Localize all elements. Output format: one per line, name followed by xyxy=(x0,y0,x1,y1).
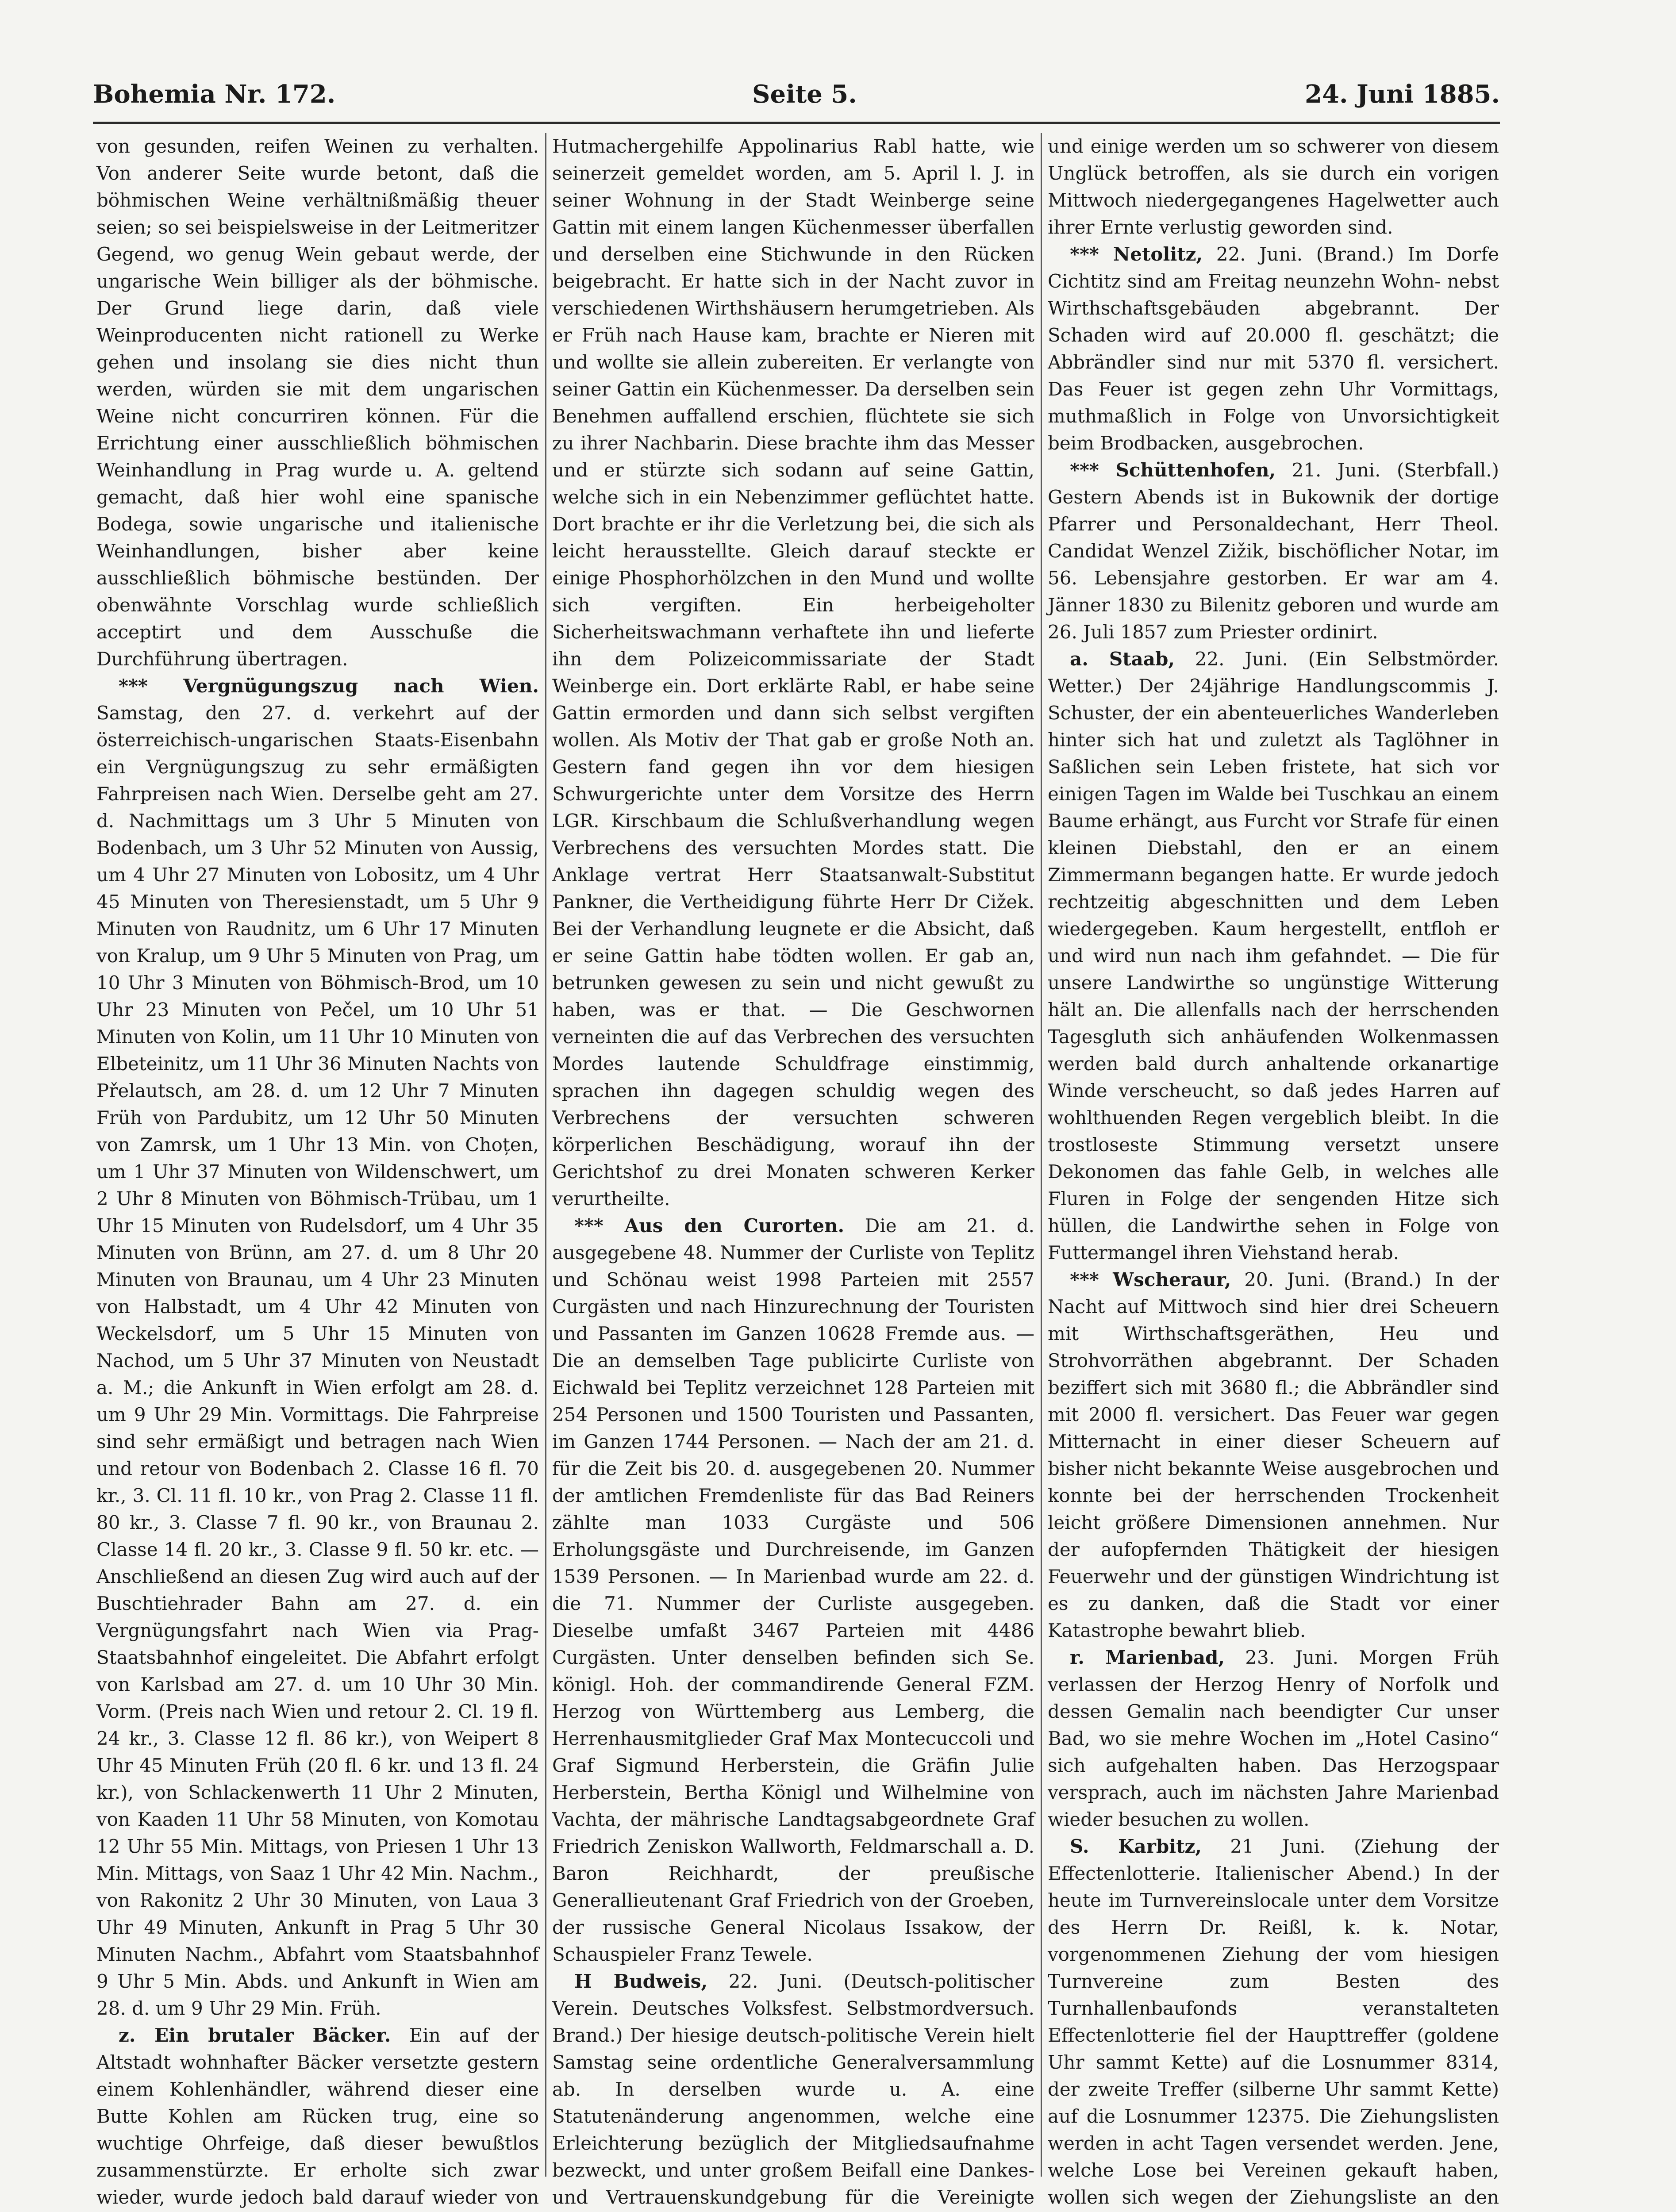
article-text: 22. Juni. (Deutsch-politischer Verein. Deutsches Volksfest. Selbstmordversuch. Brand.) Der hiesige deutsch-politische Verein hielt Samstag seine ordentliche Generalversammlung ab. In derselben wurde u. A. eine Statutenänderung angenommen, welche eine Erleichterung bezüglich der Mitgliedsaufnahme bezweckt, und unter großem Beifall eine Dankes- und Vertrauenskundgebung für die Vereinigte xyxy=(552,1970,1035,2208)
article-text: 20. Juni. (Brand.) In der Nacht auf Mittwoch sind hier drei Scheuern mit Wirthschaftsgeräthen, Heu und Strohvorräthen abgebrannt. Der Schaden beziffert sich mit 3680 fl.; die Abbrändler sind mit 2000 fl. versichert. Das Feuer war gegen Mitternacht in einer dieser Scheuern auf bisher nicht bekannte Weise ausgebrochen und konnte bei der herrschenden Trockenheit leicht größere Dimensionen annehmen. Nur der aufopfernden Thätigkeit der hiesigen Feuerwehr und der günstigen Windrichtung ist es zu danken, daß die Stadt vor einer Katastrophe bewahrt blieb. xyxy=(1048,1269,1499,1641)
article-text: 21 Juni. (Ziehung der Effectenlotterie. Italienischer Abend.) In der heute im Turnvereinslocale unter dem Vorsitze des Herrn Dr. Reißl, k. k. Notar, vorgenommenen Ziehung der vom hiesigen Turnvereine zum Besten des Turnhallenbaufonds veranstalteten Effectenlotterie fiel der Haupttreffer (goldene Uhr sammt Kette) auf die Losnummer 8314, der zweite Treffer (silberne Uhr sammt Kette) auf die Losnummer 12375. Die Ziehungslisten werden in acht Tagen versendet werden. Jene, welche Lose bei Vereinen gekauft haben, wollen sich wegen der Ziehungsliste an den xyxy=(1048,1836,1499,2208)
column-divider-2 xyxy=(1041,133,1042,2177)
article-headline: z. Ein brutaler Bäcker. xyxy=(119,2024,391,2046)
article-text: von gesunden, reifen Weinen zu verhalten. Von anderer Seite wurde betont, daß die böhmischen Weine verhältnißmäßig theuer seien; so sei beispielsweise in der Leitmeritzer Gegend, wo genug Wein gebaut werde, der ungarische Wein billiger als der böhmische. Der Grund liege darin, daß viele Weinproducenten nicht rationell zu Werke gehen und insolang sie dies nicht thun werden, würden sie mit dem ungarischen Weine nicht concurriren können. Für die Errichtung einer ausschließlich böhmischen Weinhandlung in Prag wurde u. A. geltend gemacht, daß hier wohl eine spanische Bodega, sowie ungarische und italienische Weinhandlungen, bisher aber keine ausschließlich böhmische bestünden. Der obenwähnte Vorschlag wurde schließlich acceptirt und dem Ausschuße die Durchführung übertragen. xyxy=(96,135,539,670)
article-text: 23. Juni. Morgen Früh verlassen der Herzog Henry of Norfolk und dessen Gemalin nach beendigter Cur unser Bad, wo sie mehre Wochen im „Hotel Casino“ sich aufgehalten haben. Das Herzogspaar versprach, auch im nächsten Jahre Marienbad wieder besuchen zu wollen. xyxy=(1048,1647,1499,1830)
article-paragraph xyxy=(96,133,539,672)
article-paragraph xyxy=(1048,645,1499,1266)
article-text: 21. Juni. (Sterbfall.) Gestern Abends ist in Bukownik der dortige Pfarrer und Personaldechant, Herr Theol. Candidat Wenzel Zižik, bischöflicher Notar, im 56. Lebensjahre gestorben. Er war am 4. Jänner 1830 zu Bilenitz geboren und wurde am 26. Juli 1857 zum Priester ordinirt. xyxy=(1048,459,1499,643)
article-text: Die am 21. d. ausgegebene 48. Nummer der Curliste von Teplitz und Schönau weist 1998 Parteien mit 2557 Curgästen und nach Hinzurechnung der Touristen und Passanten im Ganzen 10628 Fremde aus. — Die an demselben Tage publicirte Curliste von Eichwald bei Teplitz verzeichnet 128 Parteien mit 254 Personen und 1500 Touristen und Passanten, im Ganzen 1744 Personen. — Nach der am 21. d. für die Zeit bis 20. d. ausgegebenen 20. Nummer der amtlichen Fremdenliste für das Bad Reiners zählte man 1033 Curgäste und 506 Erholungsgäste und Durchreisende, im Ganzen 1539 Personen. — In Marienbad wurde am 22. d. die 71. Nummer der Curliste ausgegeben. Dieselbe umfaßt 3467 Parteien mit 4486 Curgästen. Unter denselben befinden sich Se. königl. Hoh. der commandirende General FZM. Herzog von Württemberg aus Lemberg, die Herrenhausmitglieder Graf Max Montecuccoli und Graf Sigmund Herberstein, die Gräfin Julie Herberstein, Bertha Königl und Wilhelmine von Vachta, der mährische Landtagsabgeordnete Graf Friedrich Zeniskon Wallworth, Feldmarschall a. D. Baron Reichhardt, der preußische Generallieutenant Graf Friedrich von der Groeben, der russische General Nicolaus Issakow, der Schauspieler Franz Tewele. xyxy=(552,1215,1034,1965)
article-paragraph xyxy=(552,1212,1034,1968)
column-3 xyxy=(1048,133,1499,2208)
article-paragraph xyxy=(552,1968,1034,2212)
article-text: Ein auf der Altstadt wohnhafter Bäcker versetzte gestern einem Kohlenhändler, während dieser eine Butte Kohlen am Rücken trug, eine so wuchtige Ohrfeige, daß dieser bewußtlos zusammenstürzte. Er erholte sich zwar wieder, wurde jedoch bald darauf wieder von xyxy=(96,2024,539,2208)
article-paragraph xyxy=(1048,1644,1499,1833)
article-headline: *** Netolitz, xyxy=(1070,243,1203,265)
article-headline: *** Wscheraur, xyxy=(1070,1269,1231,1290)
column-2 xyxy=(552,133,1035,2208)
article-paragraph xyxy=(1048,457,1499,645)
page-number: Seite 5. xyxy=(752,80,857,109)
article-text: 22. Juni. (Brand.) Im Dorfe Cichtitz sind am Freitag neunzehn Wohn- nebst Wirthschaftsgebäuden abgebrannt. Der Schaden wird auf 20.000 fl. geschätzt; die Abbrändler sind nur mit 5370 fl. versichert. Das Feuer ist gegen zehn Uhr Vormittags, muthmaßlich in Folge von Unvorsichtigkeit beim Brodbacken, ausgebrochen. xyxy=(1048,243,1499,454)
column-divider-1 xyxy=(545,133,546,2177)
article-paragraph xyxy=(1048,1833,1499,2212)
article-paragraph xyxy=(1048,133,1499,241)
article-headline: *** Aus den Curorten. xyxy=(574,1215,845,1237)
article-headline: H Budweis, xyxy=(574,1970,708,1992)
article-paragraph xyxy=(1048,1266,1499,1644)
article-paragraph xyxy=(552,133,1034,1212)
article-text: Samstag, den 27. d. verkehrt auf der österreichisch-ungarischen Staats-Eisenbahn ein Vergnügungszug zu sehr ermäßigten Fahrpreisen nach Wien. Derselbe geht am 27. d. Nachmittags um 3 Uhr 5 Minuten von Bodenbach, um 3 Uhr 52 Minuten von Aussig, um 4 Uhr 27 Minuten von Lobositz, um 4 Uhr 45 Minuten von Theresienstadt, um 5 Uhr 9 Minuten von Raudnitz, um 6 Uhr 17 Minuten von Kralup, um 9 Uhr 5 Minuten von Prag, um 10 Uhr 3 Minuten von Böhmisch-Brod, um 10 Uhr 23 Minuten von Pečel, um 10 Uhr 51 Minuten von Kolin, um 11 Uhr 10 Minuten von Elbeteinitz, um 11 Uhr 36 Minuten Nachts von Přelautsch, am 28. d. um 12 Uhr 7 Minuten Früh von Pardubitz, um 12 Uhr 50 Minuten von Zamrsk, um 1 Uhr 13 Min. von Choțen, um 1 Uhr 37 Minuten von Wildenschwert, um 2 Uhr 8 Minuten von Böhmisch-Trübau, um 1 Uhr 15 Minuten von Rudelsdorf, um 4 Uhr 35 Minuten von Brünn, am 27. d. um 8 Uhr 20 Minuten von Braunau, um 4 Uhr 23 Minuten von Halbstadt, um 4 Uhr 42 Minuten von Weckelsdorf, um 5 Uhr 15 Minuten von Nachod, um 5 Uhr 37 Minuten von Neustadt a. M.; die Ankunft in Wien erfolgt am 28. d. um 9 Uhr 29 Min. Vormittags. Die Fahrpreise sind sehr ermäßigt und betragen nach Wien und retour von Bodenbach 2. Classe 16 fl. 70 kr., 3. Cl. 11 fl. 10 kr., von Prag 2. Classe 11 fl. 80 kr., 3. Classe 7 fl. 90 kr., von Braunau 2. Classe 14 fl. 20 kr., 3. Classe 9 fl. 50 kr. etc. — Anschließend an diesen Zug wird auch auf der Buschtiehrader Bahn am 27. d. ein Vergnügungsfahrt nach Wien via Prag-Staatsbahnhof eingeleitet. Die Abfahrt erfolgt von Karlsbad am 27. d. um 10 Uhr 30 Min. Vorm. (Preis nach Wien und retour 2. Cl. 19 fl. 24 kr., 3. Classe 12 fl. 86 kr.), von Weipert 8 Uhr 45 Minuten Früh (20 fl. 6 kr. und 13 fl. 24 kr.), von Schlackenwerth 11 Uhr 2 Minuten, von Kaaden 11 Uhr 58 Minuten, von Komotau 12 Uhr 55 Min. Mittags, von Priesen 1 Uhr 13 Min. Mittags, von Saaz 1 Uhr 42 Min. Nachm., von Rakonitz 2 Uhr 30 Minuten, von Laua 3 Uhr 49 Minuten, Ankunft in Prag 5 Uhr 30 Minuten Nachm., Abfahrt vom Staatsbahnhof 9 Uhr 5 Min. Abds. und Ankunft in Wien am 28. d. um 9 Uhr 29 Min. Früh. xyxy=(96,702,539,2019)
article-headline: a. Staab, xyxy=(1070,648,1175,670)
header-rule xyxy=(93,122,1500,124)
article-paragraph xyxy=(96,2022,539,2212)
issue-date: 24. Juni 1885. xyxy=(1305,80,1500,109)
article-text: Hutmachergehilfe Appolinarius Rabl hatte, wie seinerzeit gemeldet worden, am 5. April l. J. in seiner Wohnung in der Stadt Weinberge seine Gattin mit einem langen Küchenmesser überfallen und derselben eine Stichwunde in den Rücken beigebracht. Er hatte sich in der Nacht zuvor in verschiedenen Wirthshäusern herumgetrieben. Als er Früh nach Hause kam, brachte er Nieren mit und wollte sie allein zubereiten. Er verlangte von seiner Gattin ein Küchenmesser. Da derselben sein Benehmen auffallend erschien, flüchtete sie sich zu ihrer Nachbarin. Diese brachte ihm das Messer und er stürzte sich sodann auf seine Gattin, welche sich in ein Nebenzimmer geflüchtet hatte. Dort brachte er ihr die Verletzung bei, die sich als leicht herausstellte. Gleich darauf steckte er einige Phosphorhölzchen in den Mund und wollte sich vergiften. Ein herbeigeholter Sicherheitswachmann verhaftete ihn und lieferte ihn dem Polizeicommissariate der Stadt Weinberge ein. Dort erklärte Rabl, er habe seine Gattin ermorden und dann sich selbst vergiften wollen. Als Motiv der That gab er große Noth an. Gestern fand gegen ihn vor dem hiesigen Schwurgerichte unter dem Vorsitze des Herrn LGR. Kirschbaum die Schlußverhandlung wegen Verbrechens des versuchten Mordes statt. Die Anklage vertrat Herr Staatsanwalt-Substitut Pankner, die Vertheidigung führte Herr Dr Cižek. Bei der Verhandlung leugnete er die Absicht, daß er seine Gattin habe tödten wollen. Er gab an, betrunken gewesen zu sein und nicht gewußt zu haben, was er that. — Die Geschwornen verneinten die auf das Verbrechen des versuchten Mordes lautende Schuldfrage einstimmig, sprachen ihn dagegen schuldig wegen des Verbrechens der versuchten schweren körperlichen Beschädigung, worauf ihn der Gerichtshof zu drei Monaten schweren Kerker verurtheilte. xyxy=(552,135,1034,1210)
column-1 xyxy=(96,133,539,2208)
article-headline: r. Marienbad, xyxy=(1070,1647,1225,1668)
article-headline: *** Schüttenhofen, xyxy=(1070,459,1276,481)
article-text: 22. Juni. (Ein Selbstmörder. Wetter.) Der 24jährige Handlungscommis J. Schuster, der ein abenteuerliches Wanderleben hinter sich hat und zuletzt als Taglöhner in Saßlichen sein Leben fristete, hat sich vor einigen Tagen im Walde bei Tuschkau an einem Baume erhängt, aus Furcht vor Strafe für einen kleinen Diebstahl, den er an einem Zimmermann begangen hatte. Er wurde jedoch rechtzeitig abgeschnitten und dem Leben wiedergegeben. Kaum hergestellt, entfloh er und wird nun nach ihm gefahndet. — Die für unsere Landwirthe so ungünstige Witterung hält an. Die allenfalls nach der herrschenden Tagesgluth sich anhäufenden Wolkenmassen werden bald durch anhaltende orkanartige Winde verscheucht, so daß jedes Harren auf wohlthuenden Regen vergeblich bleibt. In die trostloseste Stimmung versetzt unsere Dekonomen das fahle Gelb, in welches alle Fluren in Folge der sengenden Hitze sich hüllen, die Landwirthe sehen in Folge von Futtermangel ihren Viehstand herab. xyxy=(1048,648,1499,1263)
article-paragraph xyxy=(1048,241,1499,457)
article-headline: *** Vergnügungszug nach Wien. xyxy=(119,675,539,697)
article-headline: S. Karbitz, xyxy=(1070,1836,1202,1857)
page-header xyxy=(93,80,1500,119)
article-text: und einige werden um so schwerer von diesem Unglück betroffen, als sie durch ein vorigen Mittwoch niedergegangenes Hagelwetter auch ihrer Ernte verlustig geworden sind. xyxy=(1048,135,1499,238)
article-paragraph xyxy=(96,672,539,2022)
newspaper-title: Bohemia Nr. 172. xyxy=(93,80,336,109)
